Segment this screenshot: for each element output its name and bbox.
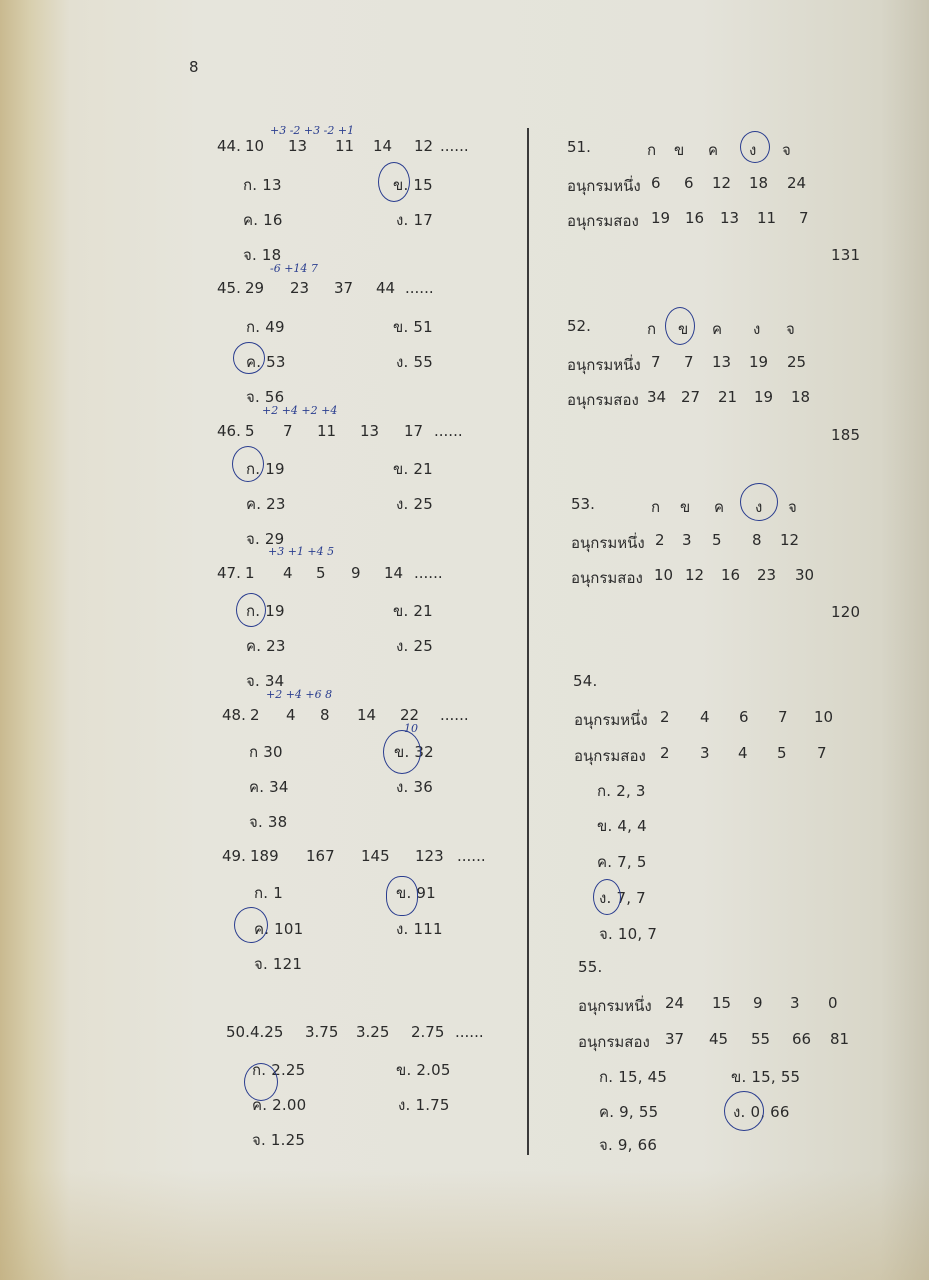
series-value: 11	[757, 209, 777, 227]
series-one-row	[567, 174, 806, 198]
option-b[interactable]: ข. 21	[393, 602, 433, 620]
option-e[interactable]: จ. 34	[246, 672, 285, 690]
series-value: 12	[712, 174, 732, 192]
series-value: 10	[654, 566, 674, 584]
question-53-choices	[571, 495, 797, 519]
seq-term: 17	[404, 422, 424, 440]
option-e[interactable]: จ. 56	[246, 388, 285, 406]
handwritten-note: +3 +1 +4 5	[268, 545, 335, 558]
option-a[interactable]: ก. 15, 45	[599, 1068, 668, 1086]
seq-term: 14	[384, 564, 404, 582]
series-one-row	[578, 994, 838, 1018]
series-value: 4	[700, 708, 710, 726]
series-value: 5	[712, 531, 722, 549]
series-two-label: อนุกรมสอง	[567, 391, 639, 409]
option-e[interactable]: จ. 18	[243, 246, 282, 264]
question-number: 49.	[222, 847, 246, 865]
seq-term: 4	[283, 564, 293, 582]
series-value: 2	[660, 708, 670, 726]
question-50	[226, 1023, 484, 1041]
seq-ellipsis: ......	[434, 422, 463, 440]
question-45	[217, 279, 434, 297]
series-value: 16	[685, 209, 705, 227]
question-number: 54.	[573, 672, 598, 690]
handwritten-note: 10	[404, 722, 418, 735]
series-value: 30	[795, 566, 815, 584]
seq-term: 2	[250, 706, 260, 724]
option-d[interactable]: ง. 17	[396, 211, 433, 229]
series-value: 8	[752, 531, 762, 549]
question-number: 45.	[217, 279, 241, 297]
series-value: 21	[718, 388, 738, 406]
option-e[interactable]: จ. 1.25	[252, 1131, 306, 1149]
option-c[interactable]: ค. 16	[243, 211, 283, 229]
question-51-choices	[567, 138, 791, 162]
option-b[interactable]: ข. 32	[394, 743, 434, 761]
choice-letter[interactable]: ข	[674, 141, 685, 159]
series-value: 5	[777, 744, 787, 762]
option-c[interactable]: ค. 2.00	[252, 1096, 307, 1114]
series-value: 2	[660, 744, 670, 762]
option-a[interactable]: ก. 19	[246, 602, 285, 620]
series-value: 0	[828, 994, 838, 1012]
question-number: 53.	[571, 495, 595, 513]
seq-term: 1	[245, 564, 255, 582]
option-d[interactable]: ง. 55	[396, 353, 433, 371]
seq-term: 13	[360, 422, 380, 440]
seq-term: 4.25	[250, 1023, 284, 1041]
choice-letter[interactable]: ง	[755, 498, 763, 516]
series-two-label: อนุกรมสอง	[567, 212, 639, 230]
series-one-row	[574, 708, 833, 732]
series-value: 66	[792, 1030, 812, 1048]
seq-term: 13	[288, 137, 308, 155]
total-value: 185	[831, 426, 861, 444]
series-value: 16	[721, 566, 741, 584]
series-value: 4	[738, 744, 748, 762]
seq-term: 3.25	[356, 1023, 390, 1041]
seq-ellipsis: ......	[440, 137, 469, 155]
option-c[interactable]: ค. 23	[246, 637, 286, 655]
series-two-label: อนุกรมสอง	[571, 569, 643, 587]
series-value: 19	[651, 209, 671, 227]
series-value: 37	[665, 1030, 685, 1048]
series-value: 19	[754, 388, 774, 406]
series-value: 2	[655, 531, 665, 549]
series-value: 12	[780, 531, 800, 549]
seq-term: 2.75	[411, 1023, 445, 1041]
option-d[interactable]: ง. 1.75	[398, 1096, 450, 1114]
option-c[interactable]: ค. 7, 5	[597, 853, 647, 871]
series-value: 7	[799, 209, 809, 227]
seq-ellipsis: ......	[414, 564, 443, 582]
option-b[interactable]: ข. 91	[396, 884, 436, 902]
option-c[interactable]: ค. 23	[246, 495, 286, 513]
series-value: 18	[791, 388, 811, 406]
seq-term: 11	[335, 137, 355, 155]
series-value: 25	[787, 353, 807, 371]
question-number: 55.	[578, 958, 603, 976]
question-46	[217, 422, 463, 440]
option-c[interactable]: ค. 9, 55	[599, 1103, 659, 1121]
series-one-row	[567, 353, 806, 377]
total-value: 120	[831, 603, 861, 621]
seq-term: 37	[334, 279, 354, 297]
seq-term: 8	[320, 706, 330, 724]
series-two-row	[574, 744, 827, 768]
handwritten-note: +2 +4 +2 +4	[262, 404, 338, 417]
seq-ellipsis: ......	[455, 1023, 484, 1041]
series-value: 13	[712, 353, 732, 371]
series-two-row	[571, 566, 814, 590]
series-two-row	[567, 388, 810, 412]
series-value: 13	[720, 209, 740, 227]
seq-term: 4	[286, 706, 296, 724]
series-value: 7	[684, 353, 694, 371]
series-value: 24	[787, 174, 807, 192]
seq-term: 7	[283, 422, 293, 440]
series-one-label: อนุกรมหนึ่ง	[571, 534, 645, 552]
option-a[interactable]: ก 30	[249, 743, 283, 761]
choice-letter[interactable]: ค	[714, 498, 725, 516]
seq-term: 167	[306, 847, 335, 865]
series-value: 6	[651, 174, 661, 192]
question-52-choices	[567, 317, 795, 341]
seq-term: 23	[290, 279, 310, 297]
option-b[interactable]: ข. 2.05	[396, 1061, 451, 1079]
series-value: 24	[665, 994, 685, 1012]
series-value: 81	[830, 1030, 850, 1048]
series-one-label: อนุกรมหนึ่ง	[567, 177, 641, 195]
question-48	[222, 706, 469, 724]
series-value: 7	[778, 708, 788, 726]
column-divider	[527, 128, 529, 1155]
seq-ellipsis: ......	[405, 279, 434, 297]
series-value: 3	[700, 744, 710, 762]
series-value: 18	[749, 174, 769, 192]
choice-letter[interactable]: ง	[749, 141, 757, 159]
choice-letter[interactable]: จ	[782, 141, 791, 159]
option-d[interactable]: ง. 36	[396, 778, 433, 796]
option-d[interactable]: ง. 25	[396, 637, 433, 655]
option-a[interactable]: ก. 13	[243, 176, 282, 194]
series-value: 7	[817, 744, 827, 762]
handwritten-note: -6 +14 7	[270, 262, 318, 275]
total-value: 131	[831, 246, 861, 264]
option-b[interactable]: ข. 15, 55	[731, 1068, 801, 1086]
question-number: 52.	[567, 317, 591, 335]
seq-term: 5	[245, 422, 255, 440]
seq-term: 11	[317, 422, 337, 440]
option-e[interactable]: จ. 121	[254, 955, 303, 973]
seq-term: 14	[357, 706, 377, 724]
option-a[interactable]: ก. 19	[246, 460, 285, 478]
option-c[interactable]: ค. 101	[254, 920, 304, 938]
seq-term: 12	[414, 137, 434, 155]
option-c[interactable]: ค. 53	[246, 353, 286, 371]
seq-ellipsis: ......	[440, 706, 469, 724]
option-b[interactable]: ข. 51	[393, 318, 433, 336]
series-value: 15	[712, 994, 732, 1012]
option-e[interactable]: จ. 38	[249, 813, 288, 831]
option-a[interactable]: ก. 2.25	[252, 1061, 306, 1079]
seq-term: 5	[316, 564, 326, 582]
seq-term: 44	[376, 279, 396, 297]
series-value: 9	[753, 994, 763, 1012]
handwritten-note: +2 +4 +6 8	[266, 688, 333, 701]
question-49	[222, 847, 486, 865]
choice-letter[interactable]: ก	[651, 498, 661, 516]
series-value: 7	[651, 353, 661, 371]
choice-letter[interactable]: ค	[712, 320, 723, 338]
choice-letter[interactable]: ก	[647, 141, 657, 159]
series-one-row	[571, 531, 799, 555]
series-value: 6	[739, 708, 749, 726]
series-value: 3	[790, 994, 800, 1012]
choice-letter[interactable]: ข	[680, 498, 691, 516]
option-a[interactable]: ก. 1	[254, 884, 283, 902]
question-number: 47.	[217, 564, 241, 582]
choice-letter[interactable]: ง	[753, 320, 761, 338]
choice-letter[interactable]: ข	[678, 320, 689, 338]
series-value: 3	[682, 531, 692, 549]
option-d[interactable]: ง. 111	[396, 920, 443, 938]
choice-letter[interactable]: ค	[708, 141, 719, 159]
option-d[interactable]: ง. 25	[396, 495, 433, 513]
series-value: 45	[709, 1030, 729, 1048]
question-number: 44.	[217, 137, 241, 155]
choice-letter[interactable]: จ	[786, 320, 795, 338]
question-number: 51.	[567, 138, 591, 156]
choice-letter[interactable]: จ	[788, 498, 797, 516]
option-a[interactable]: ก. 49	[246, 318, 285, 336]
series-value: 10	[814, 708, 834, 726]
question-44	[217, 137, 469, 155]
series-value: 12	[685, 566, 705, 584]
seq-term: 123	[415, 847, 444, 865]
series-two-label: อนุกรมสอง	[574, 747, 646, 765]
seq-term: 22	[400, 706, 420, 724]
page-number: 8	[189, 58, 199, 76]
series-one-label: อนุกรมหนึ่ง	[574, 711, 648, 729]
seq-term: 14	[373, 137, 393, 155]
question-number: 48.	[222, 706, 246, 724]
series-value: 34	[647, 388, 667, 406]
series-value: 23	[757, 566, 777, 584]
seq-ellipsis: ......	[457, 847, 486, 865]
question-number: 50.	[226, 1023, 250, 1041]
seq-term: 29	[245, 279, 265, 297]
option-b[interactable]: ข. 15	[393, 176, 433, 194]
series-one-label: อนุกรมหนึ่ง	[567, 356, 641, 374]
choice-letter[interactable]: ก	[647, 320, 657, 338]
series-two-row	[578, 1030, 849, 1054]
option-b[interactable]: ข. 4, 4	[597, 817, 647, 835]
option-d[interactable]: ง. 7, 7	[599, 889, 646, 907]
option-b[interactable]: ข. 21	[393, 460, 433, 478]
seq-term: 10	[245, 137, 265, 155]
series-value: 6	[684, 174, 694, 192]
seq-term: 145	[361, 847, 390, 865]
seq-term: 3.75	[305, 1023, 339, 1041]
question-number: 46.	[217, 422, 241, 440]
series-two-label: อนุกรมสอง	[578, 1033, 650, 1051]
series-one-label: อนุกรมหนึ่ง	[578, 997, 652, 1015]
question-47	[217, 564, 443, 582]
option-d[interactable]: ง. 0, 66	[733, 1103, 790, 1121]
series-value: 55	[751, 1030, 771, 1048]
series-value: 19	[749, 353, 769, 371]
option-c[interactable]: ค. 34	[249, 778, 289, 796]
seq-term: 9	[351, 564, 361, 582]
series-value: 27	[681, 388, 701, 406]
option-e[interactable]: จ. 9, 66	[599, 1136, 658, 1154]
option-a[interactable]: ก. 2, 3	[597, 782, 646, 800]
series-two-row	[567, 209, 809, 233]
handwritten-note: +3 -2 +3 -2 +1	[270, 124, 355, 137]
seq-term: 189	[250, 847, 279, 865]
option-e[interactable]: จ. 29	[246, 530, 285, 548]
option-e[interactable]: จ. 10, 7	[599, 925, 658, 943]
